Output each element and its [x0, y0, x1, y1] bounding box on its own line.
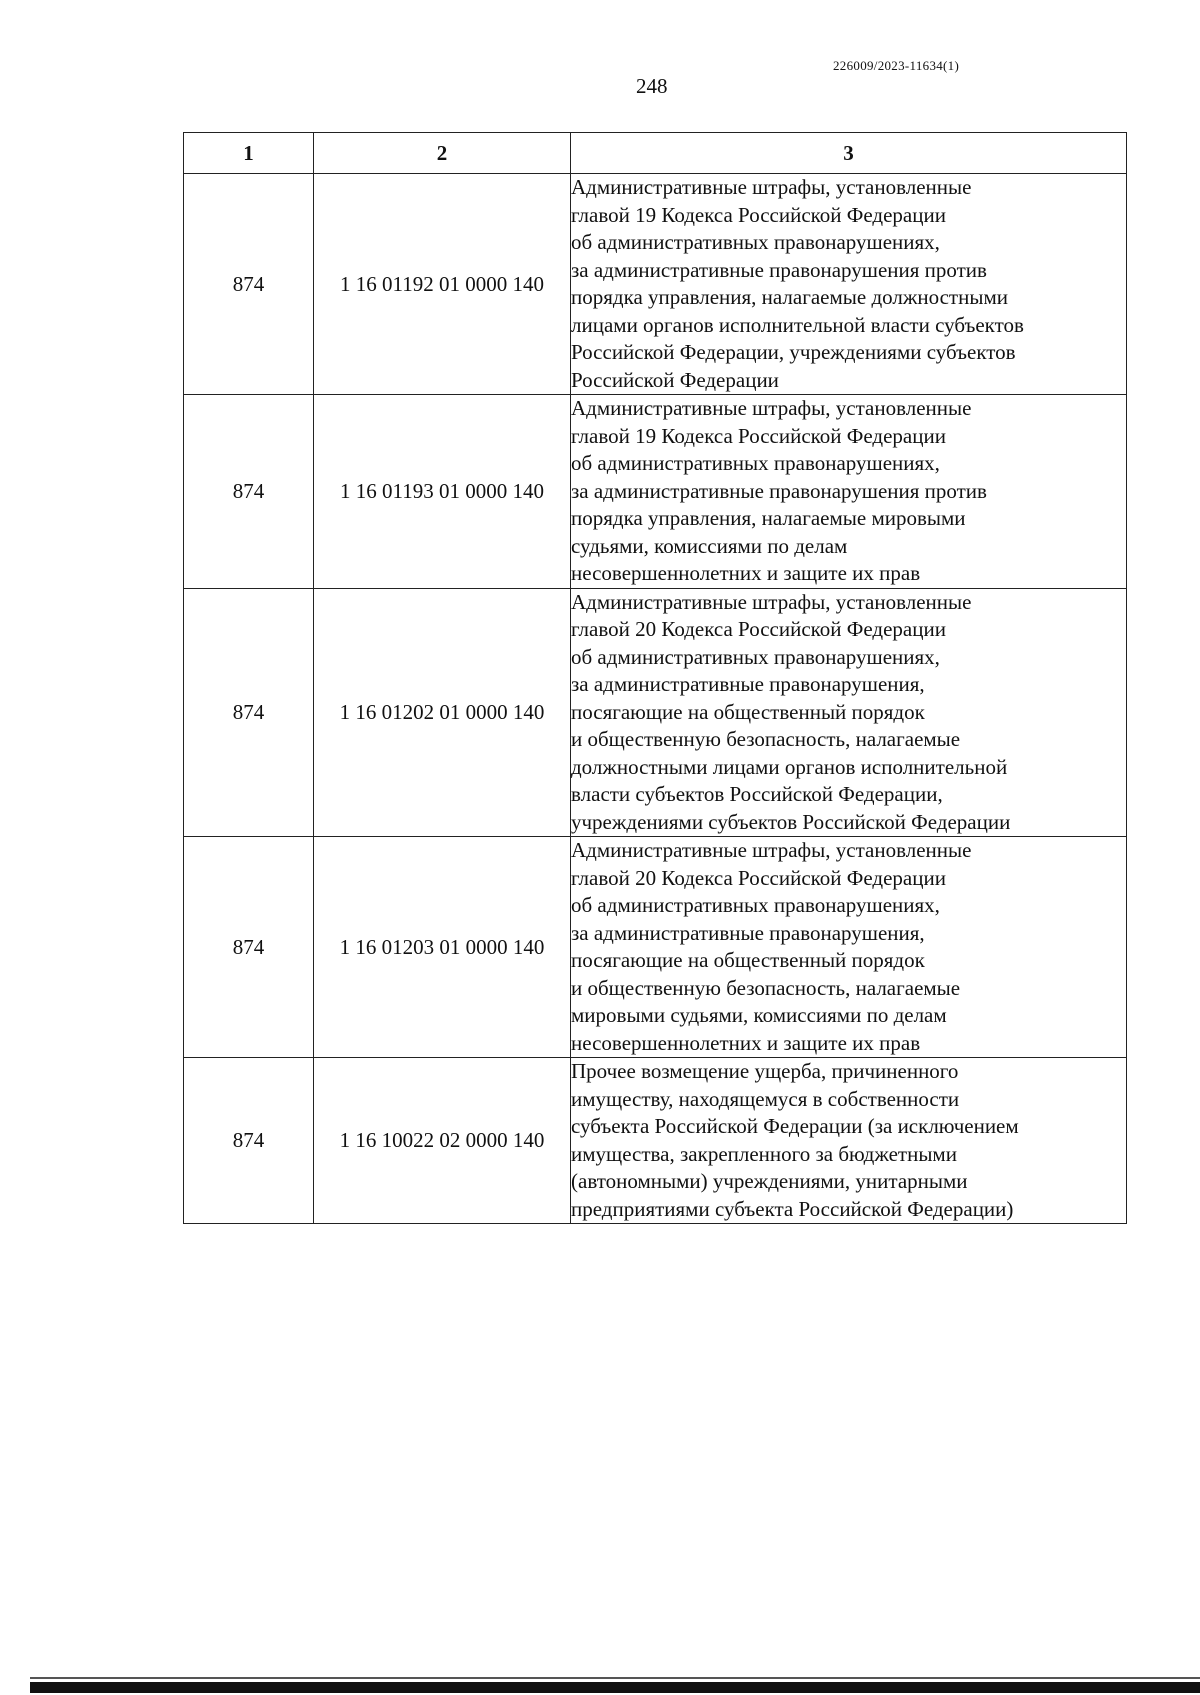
table-header-row: [184, 133, 1127, 174]
description-line: об административных правонарушениях,: [571, 451, 940, 475]
revenue-code-cell: 1 16 10022 02 0000 140: [314, 1058, 571, 1224]
table-row: [184, 174, 1127, 395]
revenue-code-cell: 1 16 01192 01 0000 140: [314, 174, 571, 395]
admin-code-cell: 874: [184, 174, 314, 395]
admin-code-cell: 874: [184, 588, 314, 837]
description-line: Административные штрафы, установленные: [571, 175, 972, 199]
description-line: власти субъектов Российской Федерации,: [571, 782, 943, 806]
table-row: [184, 1058, 1127, 1224]
description-line: порядка управления, налагаемые мировыми: [571, 506, 966, 530]
description-cell: [571, 837, 1127, 1058]
description-cell: [571, 174, 1127, 395]
description-line: посягающие на общественный порядок: [571, 948, 925, 972]
description-line: должностными лицами органов исполнительной: [571, 754, 1008, 779]
description-line: предприятиями субъекта Российской Федерации): [571, 1196, 1014, 1221]
column-header-1: 1: [184, 133, 314, 174]
description-line: главой 20 Кодекса Российской Федерации: [571, 865, 946, 890]
description-line: мировыми судьями, комиссиями по делам: [571, 1003, 947, 1027]
revenue-code-cell: 1 16 01193 01 0000 140: [314, 395, 571, 589]
description-line: Административные штрафы, установленные: [571, 396, 972, 420]
description-line: (автономными) учреждениями, унитарными: [571, 1169, 968, 1193]
revenue-codes-table: [183, 132, 1127, 1224]
description-line: субъекта Российской Федерации (за исключением: [571, 1114, 1019, 1138]
description-line: за административные правонарушения против: [571, 478, 987, 503]
description-line: Прочее возмещение ущерба, причиненного: [571, 1059, 959, 1083]
scan-edge-line: [30, 1677, 1200, 1679]
document-id: 226009/2023-11634(1): [833, 58, 960, 73]
page-number: 248: [636, 74, 668, 98]
scan-edge-bar: [30, 1682, 1200, 1693]
description-line: и общественную безопасность, налагаемые: [571, 727, 961, 751]
description-line: и общественную безопасность, налагаемые: [571, 975, 961, 1000]
description-line: судьями, комиссиями по делам: [571, 533, 848, 558]
description-line: за административные правонарушения против: [571, 257, 987, 282]
description-line: главой 20 Кодекса Российской Федерации: [571, 617, 946, 641]
table-row: [184, 837, 1127, 1058]
description-cell: [571, 395, 1127, 589]
revenue-code-cell: 1 16 01202 01 0000 140: [314, 588, 571, 837]
description-cell: [571, 1058, 1127, 1224]
description-line: об административных правонарушениях,: [571, 230, 940, 254]
description-line: за административные правонарушения,: [571, 920, 925, 945]
description-line: Российской Федерации: [571, 367, 779, 392]
description-line: несовершеннолетних и защите их прав: [571, 1030, 921, 1055]
description-line: главой 19 Кодекса Российской Федерации: [571, 202, 946, 227]
description-line: об административных правонарушениях,: [571, 644, 940, 669]
description-line: за административные правонарушения,: [571, 672, 925, 696]
table-row: [184, 588, 1127, 837]
description-line: учреждениями субъектов Российской Федерации: [571, 809, 1011, 834]
table-row: [184, 395, 1127, 589]
description-line: посягающие на общественный порядок: [571, 699, 925, 724]
description-line: несовершеннолетних и защите их прав: [571, 561, 921, 585]
description-line: Российской Федерации, учреждениями субъектов: [571, 340, 1016, 364]
admin-code-cell: 874: [184, 1058, 314, 1224]
column-header-2: 2: [314, 133, 571, 174]
description-line: об административных правонарушениях,: [571, 893, 940, 917]
revenue-code-cell: 1 16 01203 01 0000 140: [314, 837, 571, 1058]
column-header-3: 3: [571, 133, 1127, 174]
description-cell: [571, 588, 1127, 837]
description-line: Административные штрафы, установленные: [571, 589, 972, 614]
admin-code-cell: 874: [184, 395, 314, 589]
description-line: имущества, закрепленного за бюджетными: [571, 1141, 957, 1166]
description-line: порядка управления, налагаемые должностными: [571, 285, 1008, 309]
description-line: Административные штрафы, установленные: [571, 838, 972, 862]
admin-code-cell: 874: [184, 837, 314, 1058]
description-line: главой 19 Кодекса Российской Федерации: [571, 423, 946, 448]
description-line: имуществу, находящемуся в собственности: [571, 1086, 960, 1111]
description-line: лицами органов исполнительной власти субъектов: [571, 312, 1024, 337]
